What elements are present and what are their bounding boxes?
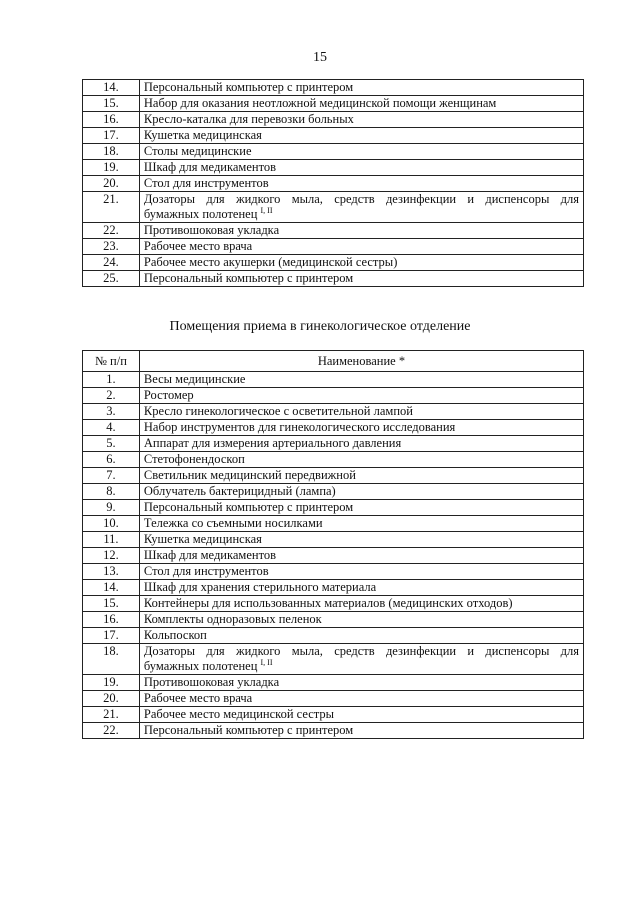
row-number: 7. <box>83 468 140 484</box>
row-number: 12. <box>83 548 140 564</box>
row-number: 16. <box>83 612 140 628</box>
table-row <box>83 388 584 404</box>
row-number: 14. <box>83 580 140 596</box>
table-row <box>83 628 584 644</box>
table-row <box>83 112 584 128</box>
section-title: Помещения приема в гинекологическое отделение <box>169 319 471 334</box>
row-name: Стол для инструментов <box>139 176 583 192</box>
equipment-table-continued <box>82 79 584 287</box>
table-row <box>83 255 584 271</box>
row-name-line2 <box>144 207 579 222</box>
table-row <box>83 723 584 739</box>
table-row <box>83 436 584 452</box>
row-name: Шкаф для медикаментов <box>139 160 583 176</box>
row-number: 17. <box>83 628 140 644</box>
row-name <box>139 644 583 675</box>
row-number: 14. <box>83 80 140 96</box>
row-name-line2 <box>144 659 579 674</box>
row-name: Кушетка медицинская <box>139 128 583 144</box>
table-row <box>83 484 584 500</box>
row-name: Весы медицинские <box>139 372 583 388</box>
table-row <box>83 144 584 160</box>
header-number: № п/п <box>83 351 140 372</box>
table-row <box>83 452 584 468</box>
row-name: Набор инструментов для гинекологического исследования <box>139 420 583 436</box>
row-name: Противошоковая укладка <box>139 675 583 691</box>
row-name: Облучатель бактерицидный (лампа) <box>139 484 583 500</box>
row-number: 11. <box>83 532 140 548</box>
table-row <box>83 192 584 223</box>
row-name: Персональный компьютер с принтером <box>139 500 583 516</box>
row-number: 13. <box>83 564 140 580</box>
row-name: Рабочее место врача <box>139 239 583 255</box>
row-name: Комплекты одноразовых пеленок <box>139 612 583 628</box>
table-row <box>83 80 584 96</box>
gynecology-admission-equipment-table <box>82 350 584 739</box>
row-number: 3. <box>83 404 140 420</box>
row-number: 18. <box>83 644 140 675</box>
row-name: Шкаф для медикаментов <box>139 548 583 564</box>
row-name: Стол для инструментов <box>139 564 583 580</box>
row-name: Рабочее место врача <box>139 691 583 707</box>
row-number: 15. <box>83 596 140 612</box>
row-number: 21. <box>83 192 140 223</box>
table-row <box>83 516 584 532</box>
row-number: 18. <box>83 144 140 160</box>
table-row <box>83 532 584 548</box>
row-number: 2. <box>83 388 140 404</box>
footnote-marker: I, II <box>260 657 273 667</box>
row-number: 15. <box>83 96 140 112</box>
row-name: Рабочее место акушерки (медицинской сестры) <box>139 255 583 271</box>
table-row <box>83 372 584 388</box>
row-number: 16. <box>83 112 140 128</box>
row-name: Аппарат для измерения артериального давления <box>139 436 583 452</box>
row-number: 1. <box>83 372 140 388</box>
row-number: 10. <box>83 516 140 532</box>
row-name-line2-text: бумажных полотенец <box>143 207 258 221</box>
header-name: Наименование * <box>139 351 583 372</box>
table-row <box>83 404 584 420</box>
table-row <box>83 707 584 723</box>
row-number: 8. <box>83 484 140 500</box>
table-row <box>83 691 584 707</box>
row-number: 21. <box>83 707 140 723</box>
table-row <box>83 580 584 596</box>
table-row <box>83 239 584 255</box>
row-number: 24. <box>83 255 140 271</box>
row-number: 23. <box>83 239 140 255</box>
row-name: Персональный компьютер с принтером <box>139 271 583 287</box>
table-row <box>83 223 584 239</box>
table-row <box>83 675 584 691</box>
table-row <box>83 128 584 144</box>
footnote-marker: I, II <box>260 205 273 215</box>
row-name: Столы медицинские <box>139 144 583 160</box>
row-name: Кольпоскоп <box>139 628 583 644</box>
row-name: Контейнеры для использованных материалов (медицинских отходов) <box>139 596 583 612</box>
row-name: Набор для оказания неотложной медицинской помощи женщинам <box>139 96 583 112</box>
page-number: 15 <box>313 50 327 65</box>
row-number: 22. <box>83 723 140 739</box>
table-row <box>83 176 584 192</box>
table-row <box>83 596 584 612</box>
row-name: Рабочее место медицинской сестры <box>139 707 583 723</box>
row-name: Шкаф для хранения стерильного материала <box>139 580 583 596</box>
row-name: Кресло-каталка для перевозки больных <box>139 112 583 128</box>
table-row <box>83 420 584 436</box>
row-name: Тележка со съемными носилками <box>139 516 583 532</box>
table-row <box>83 548 584 564</box>
row-number: 19. <box>83 160 140 176</box>
row-number: 9. <box>83 500 140 516</box>
row-number: 22. <box>83 223 140 239</box>
row-name <box>139 192 583 223</box>
table-row <box>83 468 584 484</box>
row-name: Персональный компьютер с принтером <box>139 723 583 739</box>
table-row <box>83 96 584 112</box>
table-row <box>83 612 584 628</box>
row-number: 20. <box>83 691 140 707</box>
row-name: Кресло гинекологическое с осветительной лампой <box>139 404 583 420</box>
row-number: 25. <box>83 271 140 287</box>
table-row <box>83 160 584 176</box>
row-name: Ростомер <box>139 388 583 404</box>
row-name: Светильник медицинский передвижной <box>139 468 583 484</box>
row-number: 20. <box>83 176 140 192</box>
row-number: 6. <box>83 452 140 468</box>
row-number: 5. <box>83 436 140 452</box>
table-row <box>83 644 584 675</box>
row-name: Кушетка медицинская <box>139 532 583 548</box>
table-row <box>83 500 584 516</box>
table-row <box>83 271 584 287</box>
table-row <box>83 564 584 580</box>
row-number: 17. <box>83 128 140 144</box>
row-number: 4. <box>83 420 140 436</box>
row-number: 19. <box>83 675 140 691</box>
table-header-row <box>83 351 584 372</box>
row-name-line1: Дозаторы для жидкого мыла, средств дезинфекции и диспенсоры для <box>143 644 579 658</box>
row-name-line1: Дозаторы для жидкого мыла, средств дезинфекции и диспенсоры для <box>143 192 579 206</box>
row-name: Стетофонендоскоп <box>139 452 583 468</box>
row-name-line2-text: бумажных полотенец <box>143 659 258 673</box>
row-name: Персональный компьютер с принтером <box>139 80 583 96</box>
row-name: Противошоковая укладка <box>139 223 583 239</box>
